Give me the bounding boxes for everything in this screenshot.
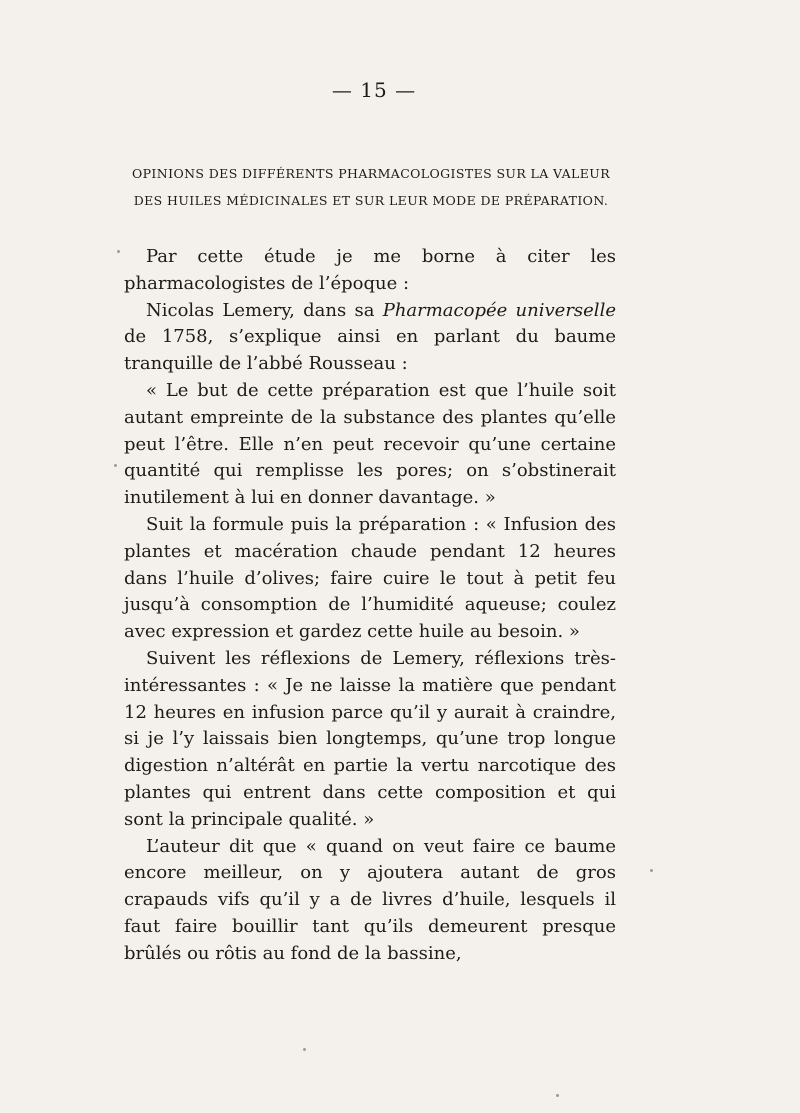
paragraph-4: Suit la formule puis la préparation : « Infusion des plantes et macération chaude pendant 12 heures dans l’huile d’olives; faire cuire le tout à petit feu jusqu’à consomption de l’humidité aqueuse; coulez avec expression et gardez cette huile au besoin. » [124,513,616,643]
paragraph-5: Suivent les réflexions de Lemery, réflexions très-intéressantes : « Je ne laisse la matière que pendant 12 heures en infusion parce qu’il y aurait à craindre, si je l’y laissais bien longtemps, qu’une trop longue digestion n’altérât en partie la vertu narcotique des plantes qui entrent dans cette composition et qui sont la principale qualité. » [124,647,616,830]
ink-speck [117,250,120,253]
paragraph-3: « Le but de cette préparation est que l’huile soit autant empreinte de la substance des plantes qu’elle peut l’être. Elle n’en peut recevoir qu’une certaine quantité qui remplisse les pores; on s’obstinerait inutilement à lui en donner davantage. » [124,379,616,509]
page-number: — 15 — [331,78,417,102]
ink-speck [114,464,117,467]
paragraph-6: L’auteur dit que « quand on veut faire ce baume encore meilleur, on y ajoutera autant de gros crapauds vifs qu’il y a de livres d’huile, lesquels il faut faire bouillir tant qu’ils demeurent presque brûlés ou rôtis au fond de la bassine, [124,835,616,964]
heading-line-2: DES HUILES MÉDICINALES ET SUR LEUR MODE DE PRÉPARATION. [133,193,609,208]
paragraph-2-suffix: de 1758, s’explique ainsi en parlant du baume tranquille de l’abbé Rousseau : [124,326,616,375]
paragraph-2 [124,298,616,378]
section-heading [130,160,612,214]
ink-speck [556,1094,559,1097]
ink-speck [303,1048,306,1051]
paragraph-2-prefix: Nicolas Lemery, dans sa [146,299,375,321]
book-title: Pharmacopée universelle [382,299,616,321]
body-text [124,244,616,968]
heading-line-1: OPINIONS DES DIFFÉRENTS PHARMACOLOGISTES SUR LA VALEUR [131,166,611,181]
paragraph-1: Par cette étude je me borne à citer les pharmacologistes de l’époque : [124,246,616,294]
ink-speck [650,869,653,872]
